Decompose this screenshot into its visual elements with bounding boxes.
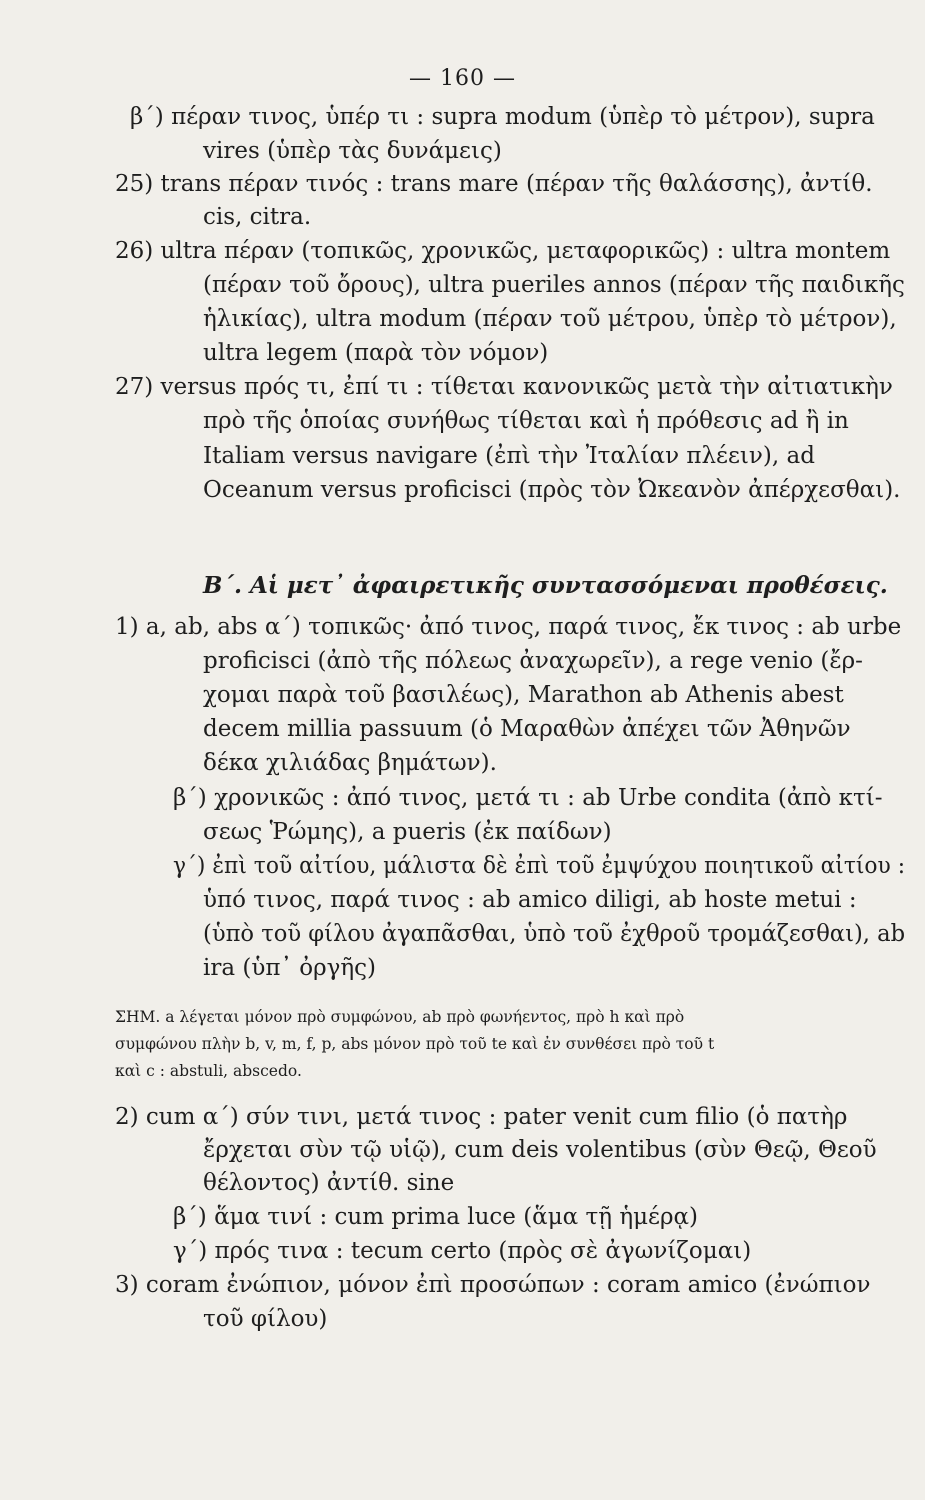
text-line: 2) cum α΄) σύν τινι, μετά τινος : pater venit cum filio (ὁ πατὴρ	[115, 1104, 848, 1130]
text-line: 3) coram ἐνώπιον, μόνον ἐπὶ προσώπων : coram amico (ἐνώπιον	[115, 1272, 871, 1298]
text-line: σεως Ῥώμης), a pueris (ἐκ παίδων)	[203, 819, 612, 845]
text-line: (πέραν τοῦ ὄρους), ultra pueriles annos (πέραν τῆς παιδικῆς	[203, 272, 905, 298]
text-line: τοῦ φίλου)	[203, 1306, 328, 1332]
text-line: δέκα χιλιάδας βημάτων).	[203, 750, 497, 776]
text-line: 26) ultra πέραν (τοπικῶς, χρονικῶς, μεταφορικῶς) : ultra montem	[115, 238, 891, 264]
text-line: ira (ὑπ᾽ ὀργῆς)	[203, 955, 377, 981]
section-heading: Β΄. Αἱ μετ᾽ ἀφαιρετικῆς συντασσόμεναι προθέσεις.	[203, 572, 888, 599]
text-line: decem millia passuum (ὁ Μαραθὼν ἀπέχει τῶν Ἀθηνῶν	[203, 716, 851, 742]
page-number: — 160 —	[409, 66, 516, 91]
text-line: cis, citra.	[203, 204, 312, 230]
text-line: θέλοντος) ἀντίθ. sine	[203, 1170, 455, 1196]
text-line: ὑπό τινος, παρά τινος : ab amico diligi, ab hoste metui :	[203, 887, 857, 913]
text-line: ἔρχεται σὺν τῷ υἱῷ), cum deis volentibus (σὺν Θεῷ, Θεοῦ	[203, 1137, 877, 1163]
text-line: ἡλικίας), ultra modum (πέραν τοῦ μέτρου, ὑπὲρ τὸ μέτρον),	[203, 306, 897, 332]
text-line: 25) trans πέραν τινός : trans mare (πέραν τῆς θαλάσσης), ἀντίθ.	[115, 171, 873, 197]
text-line: 27) versus πρός τι, ἐπί τι : τίθεται κανονικῶς μετὰ τὴν αἰτιατικὴν	[115, 374, 893, 400]
text-line: (ὑπὸ τοῦ φίλου ἀγαπᾶσθαι, ὑπὸ τοῦ ἐχθροῦ τρομάζεσθαι), ab	[203, 921, 906, 947]
note-line: καὶ c : abstuli, abscedo.	[115, 1062, 302, 1080]
text-line: Italiam versus navigare (ἐπὶ τὴν Ἰταλίαν πλέειν), ad	[203, 443, 815, 469]
text-line: γ΄) πρός τινα : tecum certo (πρὸς σὲ ἀγωνίζομαι)	[173, 1238, 752, 1264]
note-line: συμφώνου πλὴν b, v, m, f, p, abs μόνον πρὸ τοῦ te καὶ ἐν συνθέσει πρὸ τοῦ t	[115, 1035, 715, 1053]
text-line: ultra legem (παρὰ τὸν νόμον)	[203, 340, 549, 366]
text-line: β΄) χρονικῶς : ἀπό τινος, μετά τι : ab Urbe condita (ἀπὸ κτί-	[173, 785, 883, 811]
note-line: ΣΗΜ. a λέγεται μόνον πρὸ συμφώνου, ab πρὸ φωνήεντος, πρὸ h καὶ πρὸ	[115, 1008, 685, 1026]
text-line: Oceanum versus proficisci (πρὸς τὸν Ὠκεανὸν ἀπέρχεσθαι).	[203, 477, 901, 503]
text-line: proficisci (ἀπὸ τῆς πόλεως ἀναχωρεῖν), a rege venio (ἔρ-	[203, 648, 863, 674]
text-line: 1) a, ab, abs α΄) τοπικῶς· ἀπό τινος, παρά τινος, ἔκ τινος : ab urbe	[115, 614, 902, 640]
text-line: πρὸ τῆς ὁποίας συνήθως τίθεται καὶ ἡ πρόθεσις ad ἢ in	[203, 408, 849, 434]
text-line: γ΄) ἐπὶ τοῦ αἰτίου, μάλιστα δὲ ἐπὶ τοῦ ἐμψύχου ποιητικοῦ αἰτίου :	[173, 853, 906, 879]
text-line: χομαι παρὰ τοῦ βασιλέως), Marathon ab Athenis abest	[203, 682, 844, 708]
text-line: β΄) ἅμα τινί : cum prima luce (ἅμα τῇ ἡμέρᾳ)	[173, 1204, 698, 1230]
text-line: β΄) πέραν τινος, ὑπέρ τι : supra modum (ὑπὲρ τὸ μέτρον), supra	[130, 104, 875, 130]
text-line: vires (ὑπὲρ τὰς δυνάμεις)	[203, 138, 502, 164]
